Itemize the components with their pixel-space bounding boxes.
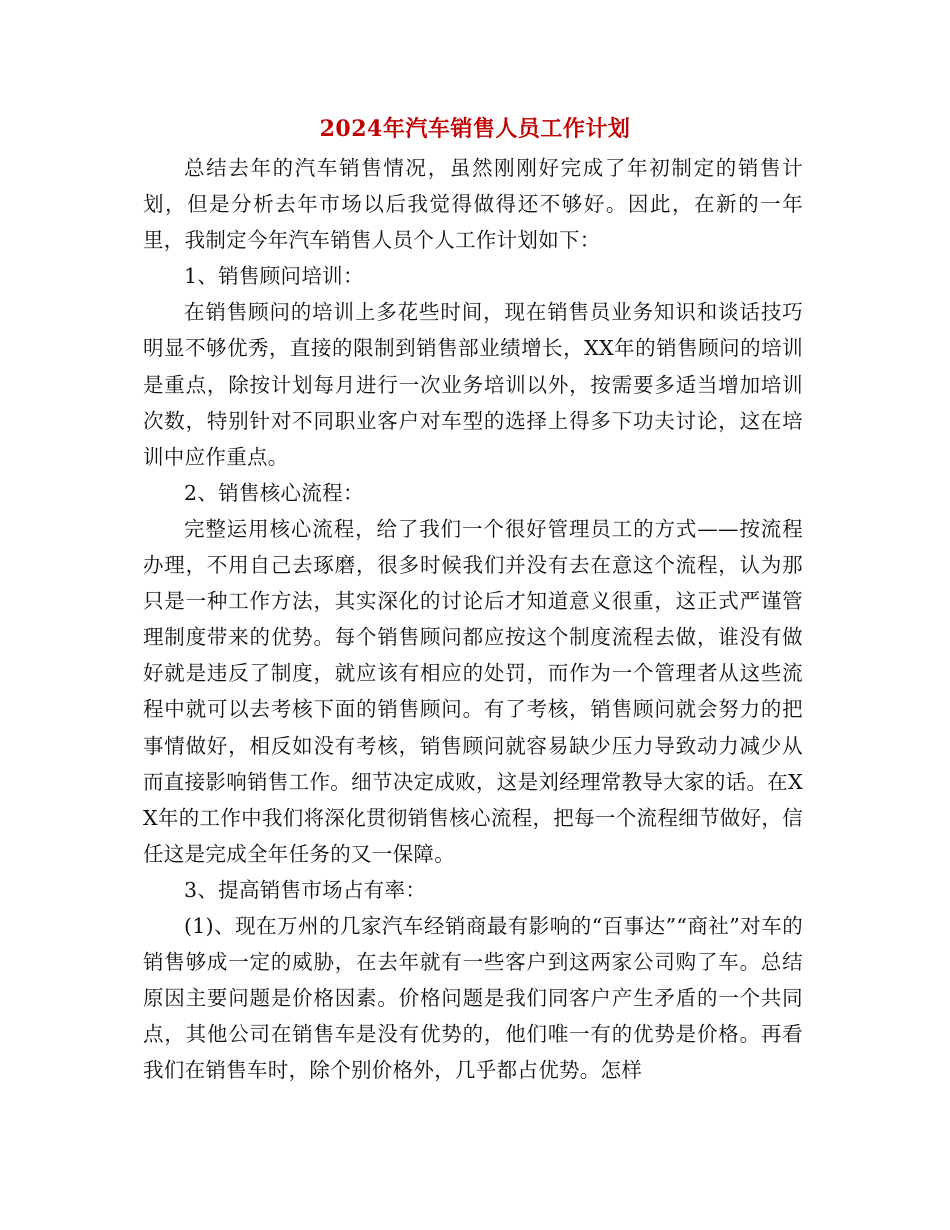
paragraph-intro: 总结去年的汽车销售情况，虽然刚刚好完成了年初制定的销售计划，但是分析去年市场以后我觉得做得还不够好。因此，在新的一年里，我制定今年汽车销售人员个人工作计划如下：	[143, 156, 803, 253]
paragraph-market-share: (1)、现在万州的几家汽车经销商最有影响的“百事达”“商社”对车的销售够成一定的威胁，在去年就有一些客户到这两家公司购了车。总结原因主要问题是价格因素。价格问题是我们同客户产生矛盾的一个共同点，其他公司在销售车是没有优势的，他们唯一有的优势是价格。再看我们在销售车时，除个别价格外，几乎都占优势。怎样	[143, 913, 803, 1083]
document-body	[143, 150, 803, 1088]
heading-sales-consultant-training: 1、销售顾问培训：	[184, 264, 364, 289]
paragraph-training: 在销售顾问的培训上多花些时间，现在销售员业务知识和谈话技巧明显不够优秀，直接的限制到销售部业绩增长，XX年的销售顾问的培训是重点，除按计划每月进行一次业务培训以外，按需要多适当增加培训次数，特别针对不同职业客户对车型的选择上得多下功夫讨论，这在培训中应作重点。	[143, 300, 803, 469]
heading-market-share: 3、提高销售市场占有率：	[184, 877, 427, 902]
heading-core-sales-process: 2、销售核心流程：	[184, 480, 364, 505]
paragraph-core-process: 完整运用核心流程，给了我们一个很好管理员工的方式——按流程办理，不用自己去琢磨，很多时候我们并没有去在意这个流程，认为那只是一种工作方法，其实深化的讨论后才知道意义很重，这正式严谨管理制度带来的优势。每个销售顾问都应按这个制度流程去做，谁没有做好就是违反了制度，就应该有相应的处罚，而作为一个管理者从这些流程中就可以去考核下面的销售顾问。有了考核，销售顾问就会努力的把事情做好，相反如没有考核，销售顾问就容易缺少压力导致动力减少从而直接影响销售工作。细节决定成败，这是刘经理常教导大家的话。在XX年的工作中我们将深化贯彻销售核心流程，把每一个流程细节做好，信任这是完成全年任务的又一保障。	[143, 516, 803, 866]
document-title: 2024年汽车销售人员工作计划	[319, 116, 631, 142]
